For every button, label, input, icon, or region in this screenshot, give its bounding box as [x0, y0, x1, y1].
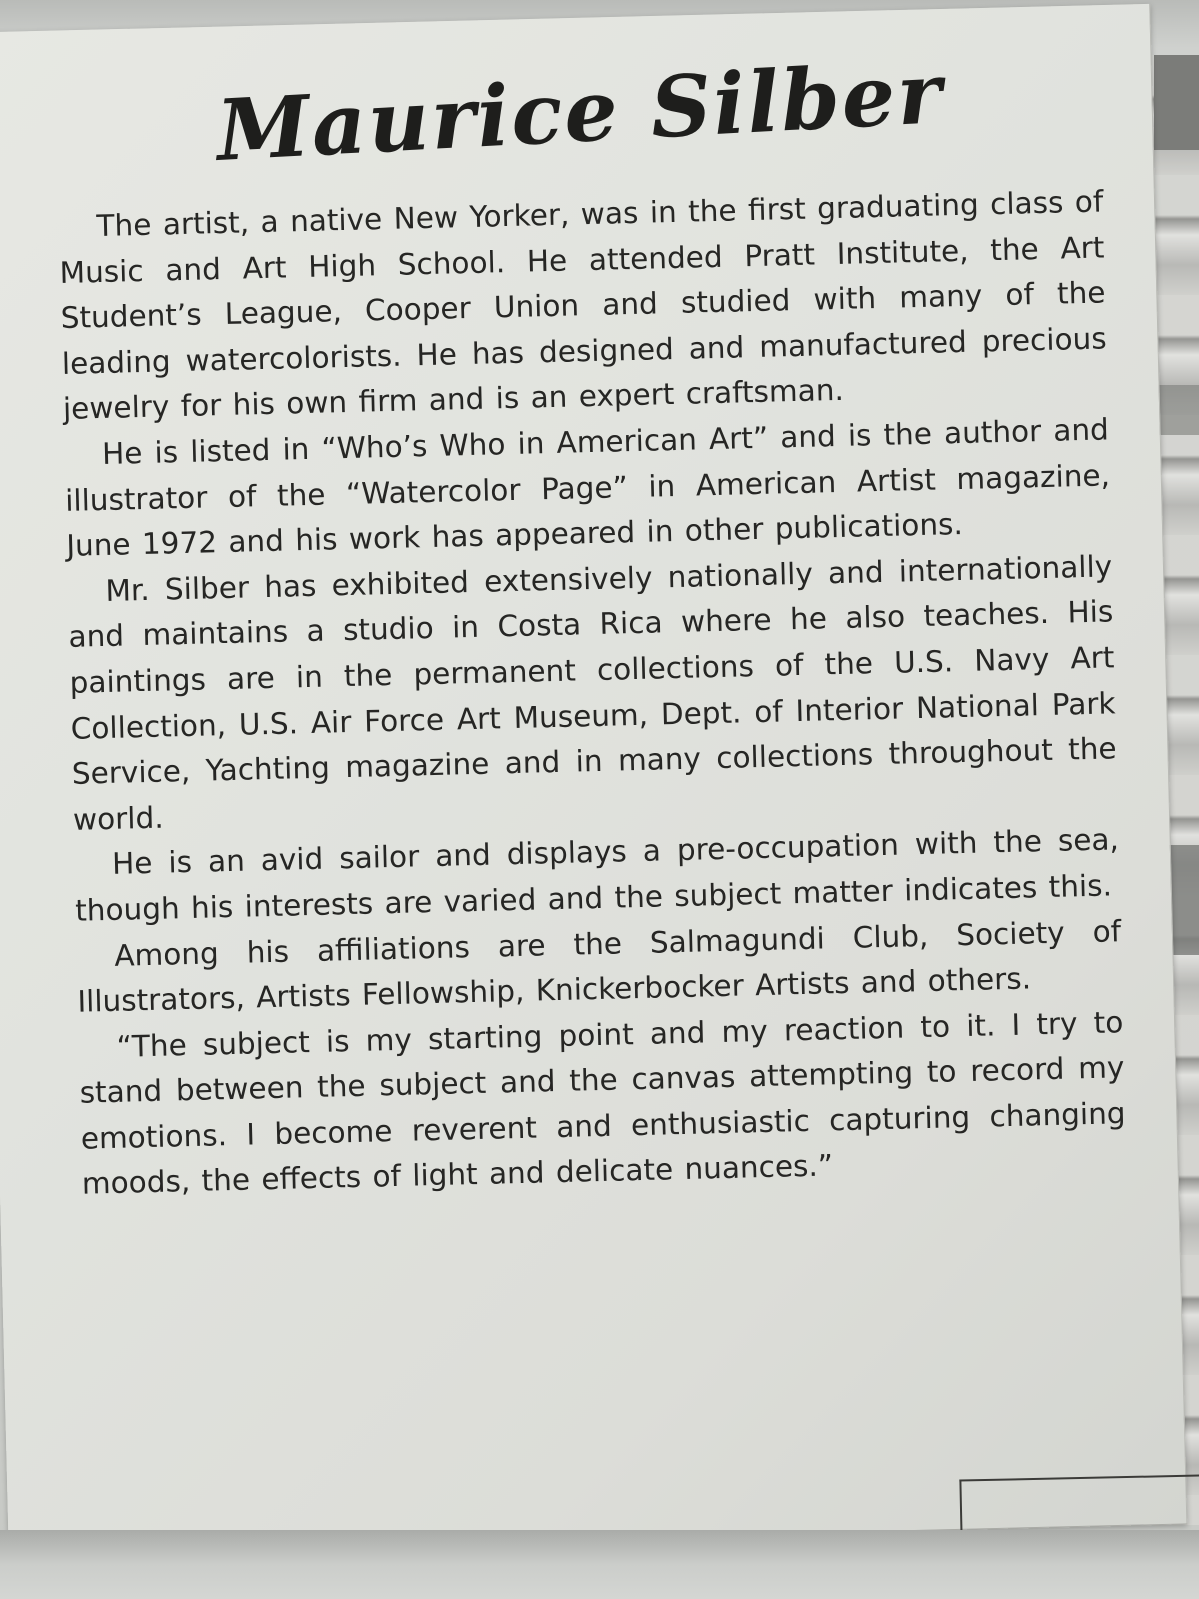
document-title: Maurice Silber	[214, 43, 946, 180]
paragraph-quote: “The subject is my starting point and my reaction to it. I try to stand between the subject and the canvas attempting to record my emotions. I become reverent and enthusiastic capturing changing moods, the effects of light and delicate nuances.”	[79, 1004, 1126, 1202]
adjacent-page-shadow	[1154, 385, 1199, 435]
biography-text	[58, 179, 1127, 1207]
paragraph-interests: He is an avid sailor and displays a pre-occupation with the sea, though his interests are varied and the subject matter indicates this.	[74, 822, 1120, 928]
paragraph-affiliations: Among his affiliations are the Salmagundi Club, Society of Illustrators, Artists Fellowship, Knickerbocker Artists and others.	[77, 913, 1122, 1019]
paragraph-exhibitions: Mr. Silber has exhibited extensively nationally and internationally and maintains a studio in Costa Rica where he also teaches. His paintings are in the permanent collections of the U.S. Navy Art Collection, U.S. Air Force Art Museum, Dept. of Interior National Park Service, Yachting magazine and in many collections throughout the world.	[68, 549, 1118, 837]
paragraph-publications: He is listed in “Who’s Who in American Art” and is the author and illustrator of the “Watercolor Page” in American Artist magazine, June 1972 and his work has appeared in other publications.	[64, 412, 1111, 564]
underlying-sheet	[0, 1530, 1199, 1599]
adjacent-page-shadow	[1154, 55, 1199, 150]
paragraph-education: The artist, a native New Yorker, was in the first graduating class of Music and Art High School. He attended Pratt Institute, the Art Student’s League, Cooper Union and studied with many of the leading watercolorists. He has designed and manufactured precious jewelry for his own firm and is an expert craftsman.	[59, 184, 1107, 427]
